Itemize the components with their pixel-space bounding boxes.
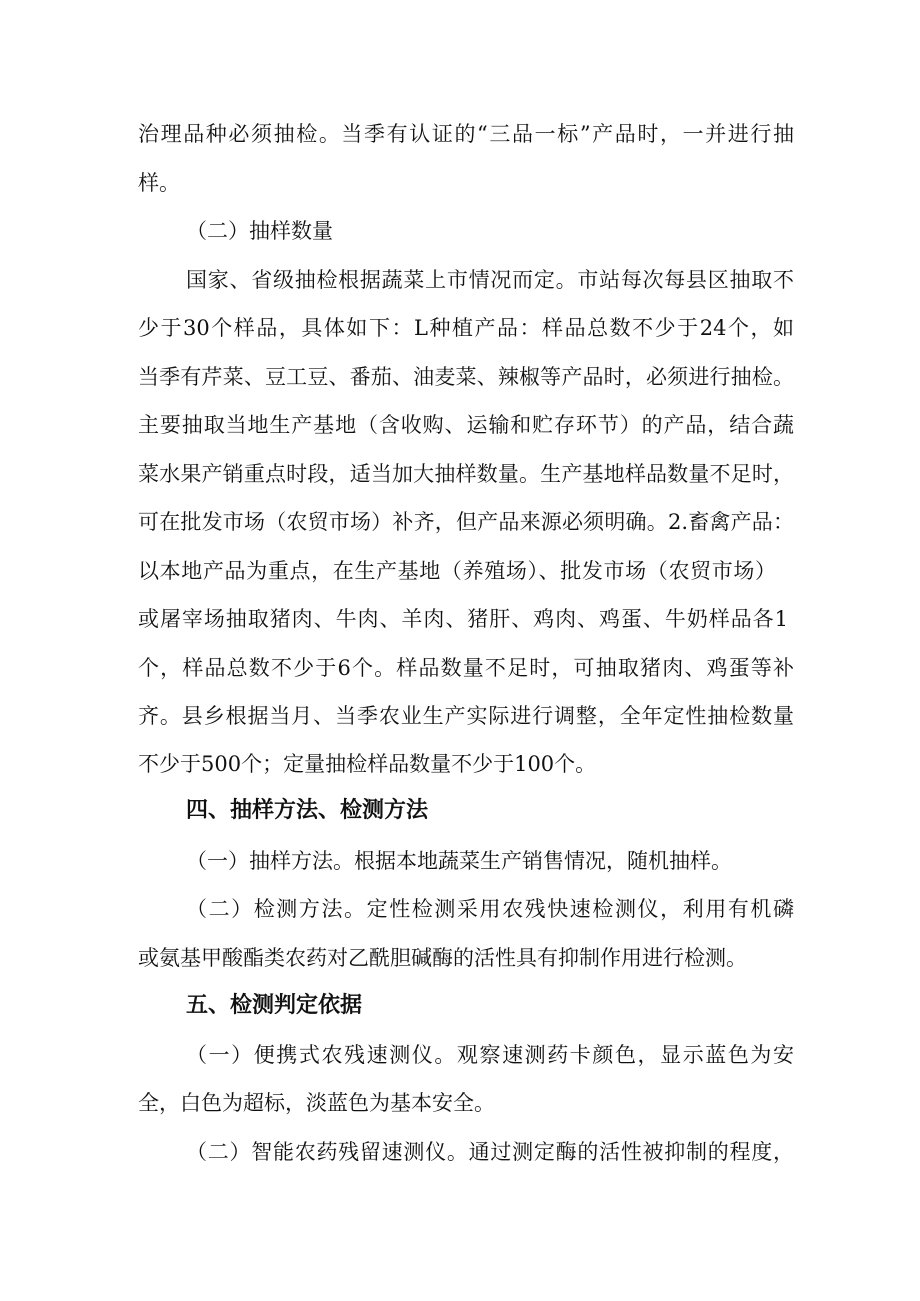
paragraph-line: 少于30个样品，具体如下：L种植产品：样品总数不少于24个，如 <box>138 316 794 340</box>
paragraph-line: 主要抽取当地生产基地（含收购、运输和贮存环节）的产品，结合蔬 <box>138 413 794 437</box>
section-heading-5: 五、检测判定依据 <box>186 993 363 1018</box>
section-heading-4: 四、抽样方法、检测方法 <box>186 798 429 823</box>
paragraph-line: （一）抽样方法。根据本地蔬菜生产销售情况，随机抽样。 <box>186 849 732 873</box>
subheading-sampling-quantity: （二）抽样数量 <box>186 219 333 243</box>
paragraph-line: 菜水果产销重点时段，适当加大抽样数量。生产基地样品数量不足时， <box>138 462 794 486</box>
paragraph-line: 或氨基甲酸酯类农药对乙酰胆碱酶的活性具有抑制作用进行检测。 <box>138 946 747 970</box>
paragraph-line: 以本地产品为重点，在生产基地（养殖场）、批发市场（农贸市场） <box>138 559 776 583</box>
paragraph-line: （二）检测方法。定性检测采用农残快速检测仪，利用有机磷 <box>186 897 794 921</box>
paragraph-line: 不少于500个；定量抽检样品数量不少于100个。 <box>138 752 597 776</box>
paragraph-line: 当季有芹菜、豆工豆、番茄、油麦菜、辣椒等产品时，必须进行抽检。 <box>138 365 794 389</box>
paragraph-line: 治理品种必须抽检。当季有认证的“三品一标”产品时，一并进行抽 <box>138 122 794 146</box>
paragraph-line: 齐。县乡根据当月、当季农业生产实际进行调整，全年定性抽检数量 <box>138 704 794 728</box>
paragraph-line: 个，样品总数不少于6个。样品数量不足时，可抽取猪肉、鸡蛋等补 <box>138 656 794 680</box>
paragraph-line: （一）便携式农残速测仪。观察速测药卡颜色，显示蓝色为安 <box>186 1043 794 1067</box>
paragraph-line: 全，白色为超标，淡蓝色为基本安全。 <box>138 1091 495 1115</box>
paragraph-line: 样。 <box>138 171 180 195</box>
paragraph-line: 可在批发市场（农贸市场）补齐，但产品来源必须明确。2.畜禽产品： <box>138 510 794 534</box>
paragraph-line: 或屠宰场抽取猪肉、牛肉、羊肉、猪肝、鸡肉、鸡蛋、牛奶样品各1 <box>138 607 788 631</box>
paragraph-line: （二）智能农药残留速测仪。通过测定酶的活性被抑制的程度， <box>186 1140 794 1164</box>
paragraph-line: 国家、省级抽检根据蔬菜上市情况而定。市站每次每县区抽取不 <box>186 268 794 292</box>
